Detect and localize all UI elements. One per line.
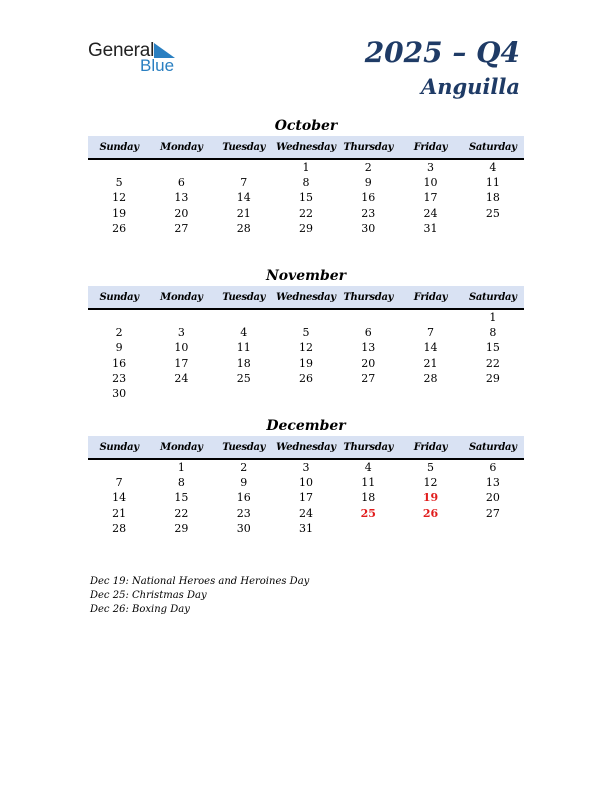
day-cell: 25 [236,371,251,385]
generalblue-logo [88,40,198,80]
weekday-label: Friday [413,141,448,153]
day-cell: 24 [174,371,189,385]
day-cell: 28 [236,221,251,235]
week-row [88,506,524,521]
day-cell: 6 [489,461,497,474]
day-cell: 31 [423,221,438,235]
day-cell: 4 [489,161,497,174]
weekday-label: Monday [160,441,203,453]
day-cell: 18 [361,491,376,505]
day-cell: 24 [423,206,438,220]
day-cell: 9 [115,341,123,355]
day-cell: 15 [298,191,313,205]
day-cell: 20 [361,356,376,370]
month-grid [88,310,524,401]
day-cell: 10 [298,476,313,490]
day-cell [462,386,524,401]
day-cell: 10 [423,176,438,190]
day-cell: 5 [115,176,123,190]
day-cell: 19 [298,356,313,370]
weekday-label: Sunday [99,141,139,153]
day-cell: 8 [302,176,310,190]
day-cell: 3 [177,326,185,340]
day-cell [88,160,150,175]
day-cell [462,221,524,236]
day-cell: 28 [423,371,438,385]
day-cell: 21 [236,206,251,220]
day-cell: 21 [112,506,127,520]
day-cell: 23 [236,506,251,520]
weekday-label: Friday [413,441,448,453]
day-cell: 27 [174,221,189,235]
weekday-label: Sunday [99,291,139,303]
day-cell [399,386,461,401]
day-cell: 5 [427,461,435,474]
day-cell [213,386,275,401]
day-cell: 22 [174,506,189,520]
day-cell: 14 [423,341,438,355]
week-row [88,325,524,340]
day-cell: 10 [174,341,189,355]
weekday-label: Friday [413,291,448,303]
day-cell: 16 [112,356,127,370]
day-cell: 5 [302,326,310,340]
holiday-note: Dec 19: National Heroes and Heroines Day [90,576,310,587]
day-cell: 16 [361,191,376,205]
weekday-label: Saturday [468,291,517,303]
day-cell: 29 [174,521,189,535]
day-cell: 31 [298,521,313,535]
day-cell: 17 [298,491,313,505]
day-cell: 25 [485,206,500,220]
weekday-label: Monday [160,291,203,303]
day-cell: 19 [422,491,439,505]
weekday-header [88,136,524,160]
day-cell: 4 [240,326,248,340]
day-cell: 4 [364,461,372,474]
day-cell: 13 [485,476,500,490]
day-cell: 12 [112,191,127,205]
day-cell: 30 [236,521,251,535]
day-cell [150,160,212,175]
month-title: November [265,268,347,284]
week-row [88,521,524,536]
week-row [88,460,524,475]
day-cell: 23 [361,206,376,220]
day-cell: 14 [236,191,251,205]
day-cell: 13 [361,341,376,355]
day-cell: 28 [112,521,127,535]
day-cell [213,310,275,325]
week-row [88,175,524,190]
day-cell: 25 [360,506,376,520]
day-cell: 8 [177,476,185,490]
day-cell: 1 [177,461,185,474]
day-cell [275,386,337,401]
day-cell: 6 [364,326,372,340]
day-cell: 15 [174,491,189,505]
week-row [88,475,524,490]
month-october [88,116,524,236]
day-cell: 3 [427,161,435,174]
weekday-label: Saturday [468,441,517,453]
day-cell: 11 [236,341,251,355]
week-row [88,386,524,401]
day-cell: 1 [302,161,310,174]
week-row [88,356,524,371]
day-cell: 2 [364,161,372,174]
week-row [88,310,524,325]
day-cell [88,460,150,475]
weekday-label: Wednesday [276,141,336,153]
day-cell: 16 [236,491,251,505]
day-cell: 6 [177,176,185,190]
day-cell: 24 [298,506,313,520]
weekday-label: Monday [160,141,203,153]
day-cell: 26 [422,506,439,520]
day-cell: 9 [240,476,248,490]
week-row [88,206,524,221]
logo-word-general: General [88,40,155,61]
holiday-note: Dec 26: Boxing Day [90,604,190,615]
page-subtitle: Anguilla [420,74,520,99]
weekday-header [88,436,524,460]
month-title: December [266,418,346,434]
logo-word-blue: Blue [140,56,175,75]
weekday-label: Tuesday [222,291,266,303]
day-cell: 26 [112,221,127,235]
day-cell [337,521,399,536]
weekday-header [88,286,524,310]
month-title: October [274,118,338,134]
day-cell: 30 [112,386,127,400]
day-cell: 13 [174,191,189,205]
day-cell: 2 [240,461,248,474]
week-row [88,490,524,505]
day-cell [399,310,461,325]
day-cell: 20 [174,206,189,220]
weekday-label: Wednesday [276,441,336,453]
day-cell: 26 [298,371,313,385]
day-cell: 21 [423,356,438,370]
day-cell: 22 [298,206,313,220]
week-row [88,160,524,175]
day-cell: 12 [298,341,313,355]
day-cell [150,310,212,325]
day-cell: 8 [489,326,497,340]
day-cell: 18 [485,191,500,205]
day-cell: 27 [361,371,376,385]
day-cell [462,521,524,536]
day-cell: 23 [112,371,127,385]
week-row [88,340,524,355]
day-cell: 9 [364,176,372,190]
day-cell [275,310,337,325]
day-cell [88,310,150,325]
week-row [88,371,524,386]
day-cell: 2 [115,326,123,340]
day-cell [213,160,275,175]
day-cell: 3 [302,461,310,474]
week-row [88,190,524,205]
month-november [88,266,524,401]
day-cell: 27 [485,506,500,520]
day-cell: 29 [485,371,500,385]
week-row [88,221,524,236]
weekday-label: Saturday [468,141,517,153]
day-cell: 7 [240,176,248,190]
day-cell: 1 [489,311,497,324]
weekday-label: Sunday [99,441,139,453]
day-cell: 17 [174,356,189,370]
weekday-label: Tuesday [222,141,266,153]
day-cell: 15 [485,341,500,355]
day-cell: 29 [298,221,313,235]
day-cell: 7 [115,476,123,490]
holiday-note: Dec 25: Christmas Day [90,590,207,601]
weekday-label: Wednesday [276,291,336,303]
weekday-label: Tuesday [222,441,266,453]
weekday-label: Thursday [343,291,394,303]
day-cell [399,521,461,536]
day-cell: 20 [485,491,500,505]
month-grid [88,160,524,236]
day-cell: 7 [427,326,435,340]
weekday-label: Thursday [343,441,394,453]
holiday-notes [90,575,309,617]
day-cell: 11 [361,476,376,490]
month-december [88,416,524,536]
day-cell: 22 [485,356,500,370]
day-cell: 30 [361,221,376,235]
day-cell: 11 [485,176,500,190]
month-grid [88,460,524,536]
day-cell: 19 [112,206,127,220]
day-cell: 12 [423,476,438,490]
day-cell: 14 [112,491,127,505]
day-cell: 18 [236,356,251,370]
weekday-label: Thursday [343,141,394,153]
day-cell [337,310,399,325]
page-title: 2025 – Q4 [364,36,520,69]
day-cell [150,386,212,401]
day-cell [337,386,399,401]
day-cell: 17 [423,191,438,205]
